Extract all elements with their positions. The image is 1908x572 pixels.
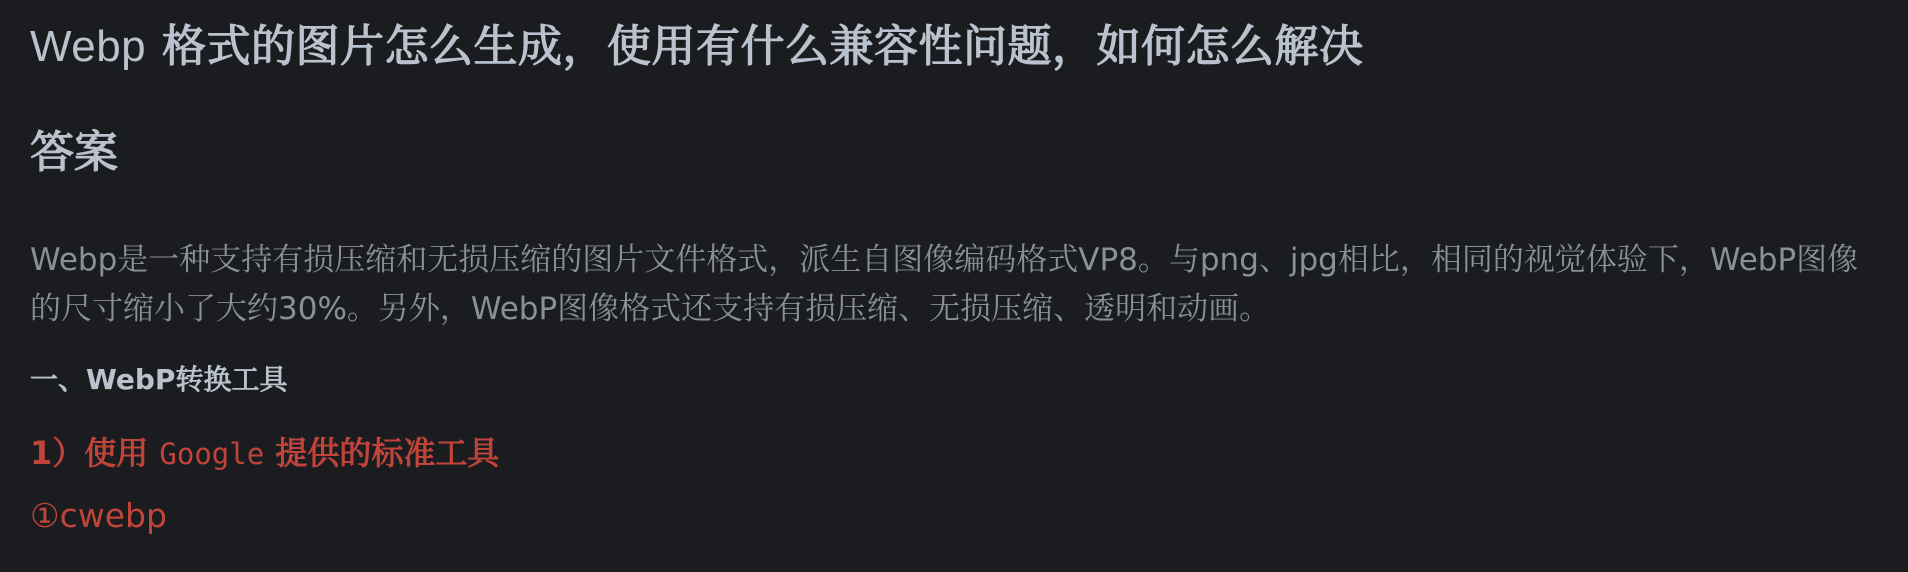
section-heading-webp-tools: 一、WebP转换工具 — [30, 363, 288, 396]
title-latin: Webp — [30, 22, 147, 71]
step-suffix: 提供的标准工具 — [264, 434, 500, 472]
step-heading-google-tools — [30, 430, 1878, 477]
answer-heading: 答案 — [30, 127, 118, 178]
page-title — [30, 14, 1878, 80]
step-code-google: Google — [159, 437, 265, 471]
intro-paragraph: Webp是一种支持有损压缩和无损压缩的图片文件格式，派生自图像编码格式VP8。与png、jpg相比，相同的视觉体验下，WebP图像的尺寸缩小了大约30%。另外，WebP图像格式还支持有损压缩、无损压缩、透明和动画。 — [30, 242, 1859, 327]
sub-item-cwebp: ①cwebp — [30, 496, 167, 535]
step-prefix: 1）使用 — [30, 434, 160, 472]
title-rest: 格式的图片怎么生成，使用有什么兼容性问题，如何怎么解决 — [146, 21, 1364, 72]
